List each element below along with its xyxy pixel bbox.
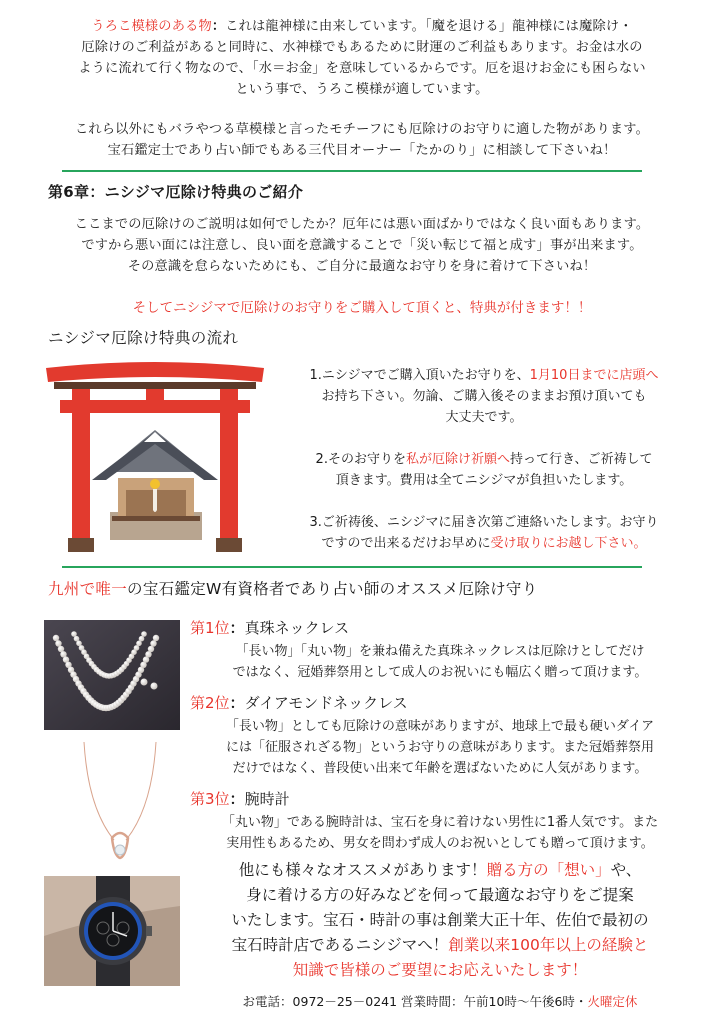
closing-line-5: 知識で皆様のご要望にお応えいたします！ — [292, 961, 588, 979]
rank-2-body — [190, 716, 690, 779]
rank-2-line-2: には「征服されざる物」というお守りの意味があります。また冠婚葬祭用 — [226, 740, 654, 755]
rank-1 — [190, 618, 690, 683]
flow-step-3 — [278, 512, 690, 554]
step2-text-post: 持って行き、ご祈祷して — [509, 452, 653, 467]
intro-para2-line-2: 宝石鑑定士であり占い師でもある三代目オーナー「たかのり」に相談して下さいね！ — [107, 143, 617, 158]
recommend-title — [48, 577, 538, 599]
step1-line-2: お持ち下さい。勿論、ご購入後そのままお預け頂いても — [321, 389, 647, 404]
rank-3-name: 腕時計 — [244, 790, 290, 808]
contact-text: お電話：0972－25－0241 営業時間：午前10時～午後6時・ — [242, 994, 588, 1009]
intro-line-2: 厄除けのご利益があると同時に、水神様でもあるために財運のご利益もあります。お金は水の — [81, 40, 643, 55]
shrine-illustration — [44, 360, 266, 552]
rank-3-line-1: 「丸い物」である腕時計は、宝石を身に着けない男性に1番人気です。また — [221, 815, 659, 830]
pearl-necklace-photo — [44, 620, 180, 730]
uroko-heading: うろこ模様のある物 — [91, 19, 212, 34]
colon: ： — [229, 619, 245, 637]
rank-3-body — [190, 812, 690, 854]
colon: ： — [211, 19, 226, 34]
closing-line-1-red: 贈る方の「想い」 — [486, 861, 611, 879]
flow-step-1 — [278, 365, 690, 428]
step2-text: 2.そのお守りを — [315, 452, 406, 467]
chapter6-line-1: ここまでの厄除けのご説明は如何でしたか？厄年には悪い面ばかりではなく良い面もあります。 — [74, 217, 650, 232]
step1-line-3: 大丈夫です。 — [445, 410, 523, 425]
chapter6-title: 第6章：ニシジマ厄除け特典のご紹介 — [48, 183, 304, 201]
closing-line-4 — [190, 933, 690, 958]
chapter6-body — [34, 214, 690, 277]
intro-line-3: ように流れて行く物なので、「水＝お金」を意味しているからです。厄を退けお金にも困らない — [78, 61, 646, 76]
flow-title: ニシジマ厄除け特典の流れ — [48, 329, 239, 347]
rank-2-heading — [190, 693, 690, 714]
rank-1-heading — [190, 618, 690, 639]
recommend-title-red: 九州で唯一 — [48, 580, 128, 598]
closing-line-1 — [190, 858, 690, 883]
closing-line-4-pre: 宝石時計店であるニシジマへ！ — [231, 936, 449, 954]
wristwatch-photo — [44, 876, 180, 986]
recommend-title-rest: の宝石鑑定W有資格者であり占い師のオススメ厄除け守り — [127, 580, 538, 598]
step3-line-1: 3.ご祈祷後、ニシジマに届き次第ご連絡いたします。お守り — [309, 515, 659, 530]
rank-2 — [190, 693, 690, 779]
step3-highlight: 受け取りにお越し下さい。 — [490, 536, 647, 551]
step3-text: ですので出来るだけお早めに — [321, 536, 491, 551]
step2-highlight: 私が厄除け祈願へ — [405, 452, 510, 467]
green-divider-1 — [62, 170, 642, 172]
pearl-bead — [141, 631, 147, 637]
colon: ： — [229, 694, 245, 712]
closing-line-1-post: や、 — [610, 861, 642, 879]
intro-para2-line-1: これら以外にもバラやつる草模様と言ったモチーフにも厄除けのお守りに適した物があります。 — [75, 122, 649, 137]
colon: ： — [229, 790, 245, 808]
diamond-necklace-photo — [78, 738, 162, 870]
chapter6-line-3: その意識を怠らないためにも、ご自分に最適なお守りを身に着けて下さいね！ — [127, 259, 597, 274]
rank-1-line-2: ではなく、冠婚葬祭用として成人のお祝いにも幅広く贈って頂けます。 — [232, 665, 648, 680]
rank-3-number: 第3位 — [190, 790, 230, 808]
pearl-bead — [53, 635, 59, 641]
pearl-bead — [55, 640, 61, 646]
pearl-bead — [148, 646, 154, 652]
intro-line-1 — [34, 16, 690, 37]
flow-steps — [278, 365, 690, 575]
flow-step-2 — [278, 449, 690, 491]
rank-2-line-1: 「長い物」としても厄除けの意味がありますが、地球上で最も硬いダイア — [225, 719, 655, 734]
closing-line-1-pre: 他にも様々なオススメがあります！ — [238, 861, 487, 879]
pearl-bead — [150, 640, 156, 646]
closing-line-3: いたします。宝石・時計の事は創業大正十年、佐伯で最初の — [231, 911, 649, 929]
intro-line-1-text: これは龍神様に由来しています。「魔を退ける」龍神様には魔除け・ — [225, 19, 633, 34]
pearl-bead — [153, 635, 159, 641]
rank-3-heading — [190, 789, 690, 810]
intro-paragraph-2 — [34, 119, 690, 161]
rank-2-number: 第2位 — [190, 694, 230, 712]
rank-1-number: 第1位 — [190, 619, 230, 637]
chapter6-line-2: ですから悪い面には注意し、良い面を意識することで「災い転じて福と成す」事が出来ます。 — [81, 238, 643, 253]
rank-1-name: 真珠ネックレス — [244, 619, 350, 637]
step1-text: 1.ニシジマでご購入頂いたお守りを、 — [309, 368, 530, 383]
rank-2-name: ダイアモンドネックレス — [244, 694, 408, 712]
closing-line-2: 身に着ける方の好みなどを伺って最適なお守りをご提案 — [246, 886, 634, 904]
rank-3 — [190, 789, 690, 854]
step2-line-2: 頂きます。費用は全てニシジマが負担いたします。 — [335, 473, 633, 488]
intro-line-4: という事で、うろこ模様が適しています。 — [235, 82, 489, 97]
step1-deadline: 1月10日までに店頭へ — [529, 368, 659, 383]
rank-3-line-2: 実用性もあるため、男女を問わず成人のお祝いとしても贈って頂けます。 — [226, 836, 654, 851]
closed-day: 火曜定休 — [587, 994, 638, 1009]
closing-message — [190, 858, 690, 983]
closing-line-4-red: 創業以来100年以上の経験と — [448, 936, 649, 954]
rank-1-line-1: 「長い物」「丸い物」を兼ね備えた真珠ネックレスは厄除けとしてだけ — [235, 644, 645, 659]
bonus-announcement: そしてニシジマで厄除けのお守りをご購入して頂くと、特典が付きます！！ — [132, 300, 592, 316]
rank-1-body — [190, 641, 690, 683]
rank-2-line-3: だけではなく、普段使い出来て年齢を選ばないために人気があります。 — [232, 761, 648, 776]
contact-info — [190, 992, 690, 1010]
intro-paragraph-1 — [34, 16, 690, 100]
green-divider-2 — [62, 566, 642, 568]
